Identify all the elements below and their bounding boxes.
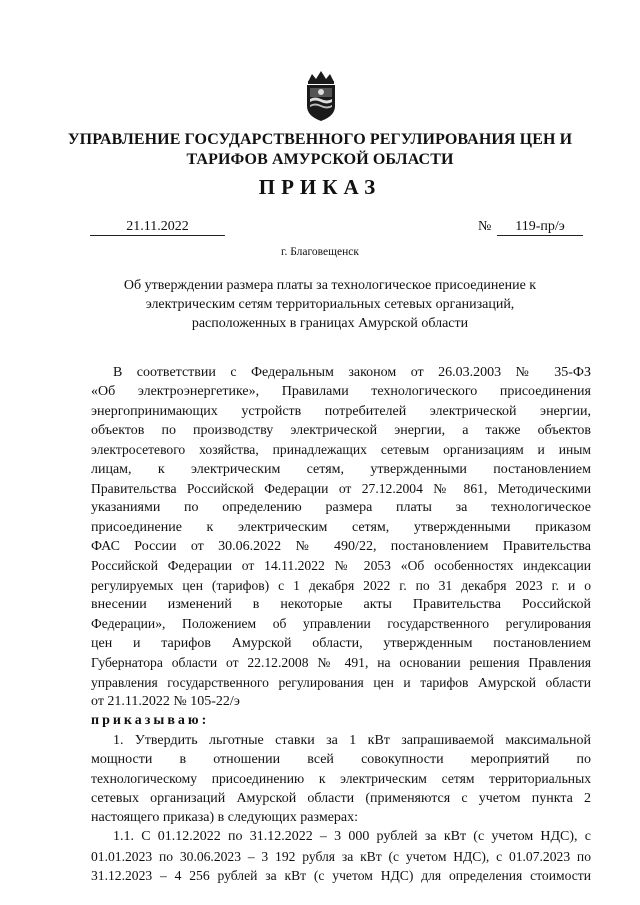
order-date: 21.11.2022 bbox=[90, 218, 225, 236]
coat-of-arms-icon bbox=[304, 70, 338, 122]
item-1-line: технологическому присоединению к электрическим сетям территориальных bbox=[91, 771, 591, 787]
item-1-line: настоящего приказа) в следующих размерах: bbox=[91, 809, 359, 825]
preamble-line: энергопринимающих устройств потребителей электрической энергии, bbox=[91, 403, 591, 419]
item-1-1-line: 1.1. С 01.12.2022 по 31.12.2022 – 3 000 рублей за кВт (с учетом НДС), с bbox=[113, 829, 591, 845]
order-body bbox=[91, 363, 591, 885]
preamble-line: лицам, к электрическим сетям, утвержденными постановлением bbox=[91, 461, 591, 477]
item-1-line: 1. Утвердить льготные ставки за 1 кВт запрашиваемой максимальной bbox=[113, 732, 591, 748]
preamble-line: Российской Федерации от 14.11.2022 № 2053 «Об особенностях индексации bbox=[91, 558, 591, 574]
city: г. Благовещенск bbox=[281, 246, 359, 258]
preamble-line: ФАС России от 30.06.2022 № 490/22, постановлением Правительства bbox=[91, 539, 591, 555]
item-1-1-line: 31.12.2023 – 4 256 рублей за кВт (с учетом НДС) для определения стоимости bbox=[91, 867, 591, 883]
preamble-line: цен и тарифов Амурской области, утвержденным постановлением bbox=[91, 635, 591, 651]
preamble-line: объектов по производству электрической энергии, а также объектов bbox=[91, 423, 591, 439]
number-sign: № bbox=[478, 219, 492, 234]
preamble-line: Правительства Российской Федерации от 27.12.2004 № 861, Методическими bbox=[91, 481, 591, 497]
preamble-line: Губернатора области от 22.12.2008 № 491, на основании решения Правления bbox=[91, 655, 591, 671]
subject-line: расположенных в границах Амурской области bbox=[191, 316, 469, 331]
preamble-line: регулируемых цен (тарифов) с 1 декабря 2022 г. по 31 декабря 2023 г. и о bbox=[91, 577, 591, 593]
order-subject bbox=[120, 276, 540, 333]
preamble-line: присоединение к электрическим сетям, утвержденными приказом bbox=[91, 519, 591, 535]
preamble-line: управления государственного регулирования цен и тарифов Амурской области bbox=[91, 674, 591, 690]
preamble-line: от 21.11.2022 № 105-22/э bbox=[91, 693, 240, 709]
preamble-line: электросетевого хозяйства, принадлежащих сетевым организациям и иным bbox=[91, 442, 591, 458]
agency-line-1: УПРАВЛЕНИЕ ГОСУДАРСТВЕННОГО РЕГУЛИРОВАНИЯ ЦЕН И bbox=[67, 131, 573, 148]
preamble-line: Федерации», Положением об управлении государственного регулирования bbox=[91, 616, 591, 632]
preamble-line: указаниями по определению размера платы за технологическое bbox=[91, 500, 591, 516]
item-1-line: сетевых организаций Амурской области (применяются с учетом пункта 2 bbox=[91, 790, 591, 806]
preamble-line: В соответствии с Федеральным законом от 26.03.2003 № 35-ФЗ bbox=[113, 365, 591, 380]
order-number: 119-пр/э bbox=[497, 218, 583, 236]
preamble-line: «Об электроэнергетике», Правилами технологического присоединения bbox=[91, 384, 591, 400]
subject-line: Об утверждении размера платы за технологическое присоединение к bbox=[123, 278, 537, 293]
document-type-title: ПРИКАЗ bbox=[258, 175, 382, 199]
item-1-line: мощности в отношении всей совокупности мероприятий по bbox=[91, 751, 591, 767]
issuing-agency bbox=[60, 130, 580, 170]
order-keyword: приказываю: bbox=[91, 713, 210, 729]
agency-line-2: ТАРИФОВ АМУРСКОЙ ОБЛАСТИ bbox=[186, 151, 454, 168]
preamble-line: внесении изменений в некоторые акты Правительства Российской bbox=[91, 597, 591, 613]
subject-line: электрическим сетям территориальных сетевых организаций, bbox=[145, 297, 515, 312]
item-1-1-line: 01.01.2023 по 30.06.2023 – 3 192 рубля за кВт (с учетом НДС), с 01.07.2023 по bbox=[91, 848, 591, 864]
